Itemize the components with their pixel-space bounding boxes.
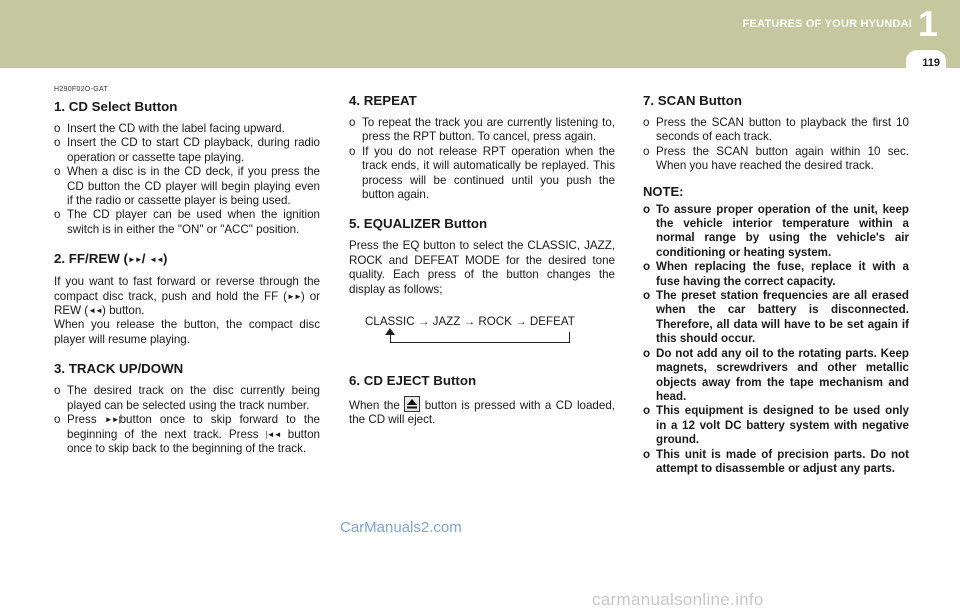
header-title: FEATURES OF YOUR HYUNDAI [742,18,912,30]
section-equalizer-title: 5. EQUALIZER Button [349,216,488,232]
list-item: o The desired track on the disc currently being played can be selected using the track number. [54,384,320,412]
rewind-icon: ◄◄ [88,306,102,316]
list-item: o When replacing the fuse, replace it with a fuse having the correct capacity. [643,260,909,288]
list-item: o Press the SCAN button to playback the first 10 seconds of each track. [643,116,909,144]
equalizer-cycle-diagram [349,315,615,359]
chapter-number: 1 [917,3,938,44]
list-item: o If you do not release RPT operation when the track ends, it will automatically be replayed. This process will be continued until you push the button again. [349,144,615,202]
section-track-title: 3. TRACK UP/DOWN [54,361,184,377]
page-number: 119 [922,57,940,69]
section-cd-select-title: 1. CD Select Button [54,99,178,114]
fast-forward-icon: ►► [127,255,142,265]
note-title: NOTE: [643,183,684,199]
cd-select-list [54,122,320,237]
column-3 [643,86,909,476]
list-item: o Insert the CD to start CD playback, during radio operation or cassette tape playing. [54,136,320,164]
list-item: o Press the SCAN button again within 10 sec. When you have reached the desired track. [643,144,909,173]
document-code: H290F02O-GAT [54,86,109,93]
list-item: o Insert the CD with the label facing upward. [54,122,285,135]
ff-rew-paragraph: If you want to fast forward or reverse through the compact disc track, push and hold the FF (►►) or REW (◄◄) button. [54,275,321,318]
ff-rew-release-paragraph: When you release the button, the compact disc player will resume playing. [54,318,320,346]
track-down-icon: |◄◄ [265,429,281,439]
header-band [0,0,960,68]
eject-icon [404,396,420,412]
section-scan-title: 7. SCAN Button [643,93,742,108]
list-item: o Do not add any oil to the rotating parts. Keep magnets, screwdrivers and other metallic objects away from the tape mechanism and head. [643,346,909,403]
list-item: o The CD player can be used when the ignition switch is in either the "ON" or "ACC" position. [54,208,320,236]
column-1 [54,86,320,456]
eject-paragraph: When the button is pressed with a CD loaded, the CD will eject. [349,396,615,428]
list-item: o This equipment is designed to be used only in a 12 volt DC battery system with negative ground. [643,404,909,447]
equalizer-paragraph: Press the EQ button to select the CLASSIC, JAZZ, ROCK and DEFEAT MODE for the desired tone quality. Each press of the button changes the display as follows; [349,239,615,296]
section-eject-title: 6. CD EJECT Button [349,373,477,389]
list-item: o To repeat the track you are currently listening to, press the RPT button. To cancel, press again. [349,116,615,144]
fast-forward-icon: ►► [287,291,301,301]
watermark-carmanualsonline: carmanualsonline.info [592,590,764,609]
list-item: o The preset station frequencies are all erased when the car battery is disconnected. Therefore, all data will have to be set again if this should occur. [643,289,909,346]
watermark-carmanuals2: CarManuals2.com [340,519,462,536]
scan-list [643,116,909,174]
list-item: o To assure proper operation of the unit, keep the vehicle interior temperature within a normal range by using the vehicle's air conditioning or heating system. [643,202,909,259]
list-item: o Press ►►|button once to skip forward to the beginning of the next track. Press |◄◄ button once to skip back to the beginning of the track. [54,413,320,455]
section-repeat-title: 4. REPEAT [349,93,417,108]
track-list [54,384,320,456]
list-item: o When a disc is in the CD deck, if you press the CD button the CD player will begin playing even if the radio or cassette player is being used. [54,165,320,208]
track-up-icon: ►►| [104,415,120,425]
rewind-icon: ◄◄ [149,255,163,265]
repeat-list [349,116,615,202]
list-item: o This unit is made of precision parts. Do not attempt to disassemble or adjust any parts. [643,447,909,475]
loop-back-line [390,332,570,343]
section-ff-rew-title: 2. FF/REW (►►/ ◄◄) [54,251,168,267]
loop-arrow-icon [385,328,395,335]
column-2 [349,86,615,428]
note-list [643,203,909,477]
equalizer-sequence: CLASSIC → JAZZ → ROCK → DEFEAT [365,315,575,329]
